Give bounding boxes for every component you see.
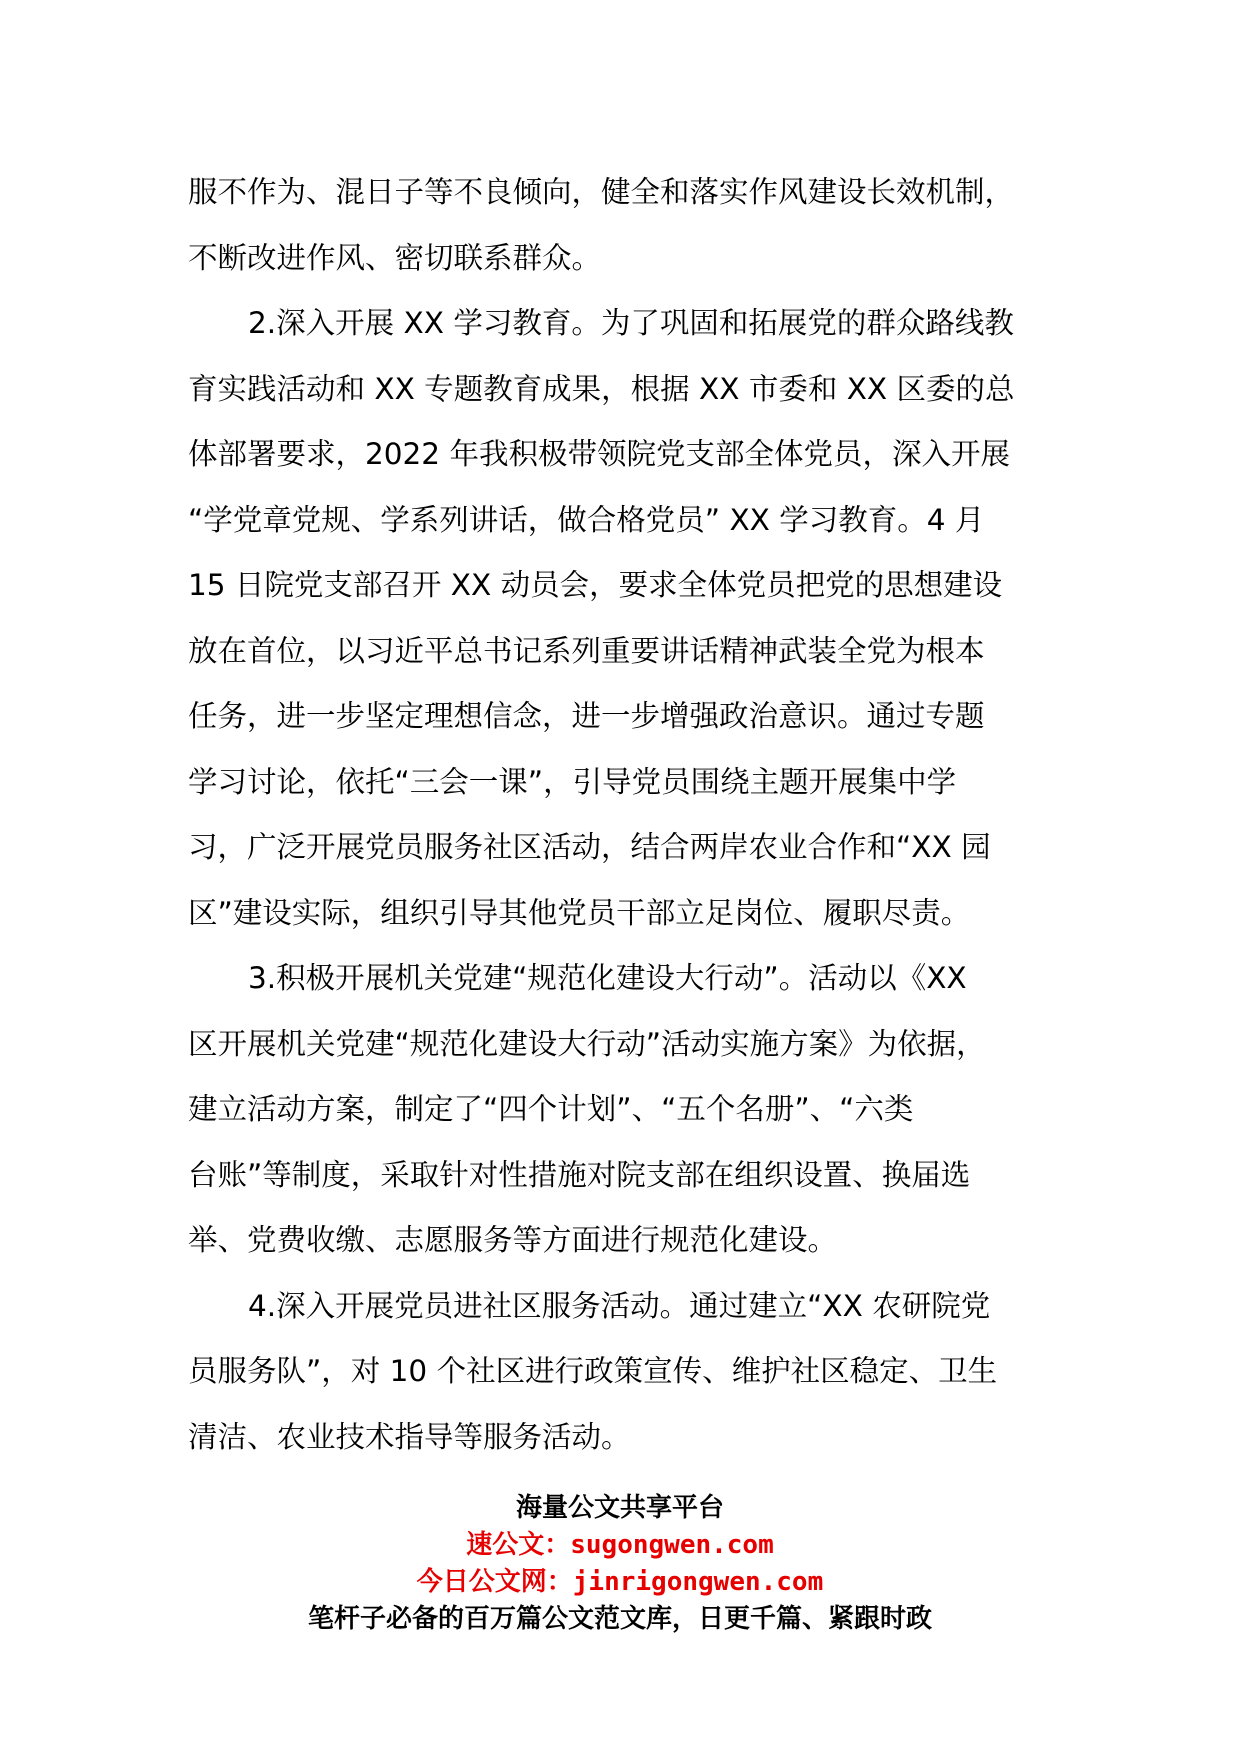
text-line: 台账”等制度，采取针对性措施对院支部在组织设置、换届选 — [188, 1157, 971, 1192]
site1-label: 速公文： — [466, 1530, 571, 1560]
site1-link[interactable]: sugongwen.com — [570, 1530, 774, 1560]
site1-row[interactable] — [0, 1527, 1240, 1564]
paragraph-2-start: 2.深入开展 XX 学习教育。为了巩固和拓展党的群众路线教 — [248, 306, 1014, 340]
text-line: 建立活动方案，制定了“四个计划”、“五个名册”、“六类 — [188, 1092, 914, 1126]
paragraph-3-start: 3.积极开展机关党建“规范化建设大行动”。活动以《XX — [248, 961, 967, 995]
text-line: 15 日院党支部召开 XX 动员会，要求全体党员把党的思想建设 — [188, 568, 1003, 602]
site2-link[interactable]: jinrigongwen.com — [572, 1567, 824, 1597]
footer-banner — [0, 1490, 1240, 1638]
text-line: 区开展机关党建“规范化建设大行动”活动实施方案》为依据， — [188, 1026, 986, 1061]
text-line: 不断改进作风、密切联系群众。 — [188, 240, 602, 275]
text-line: 服不作为、混日子等不良倾向，健全和落实作风建设长效机制， — [188, 175, 1015, 209]
document-body — [188, 160, 1058, 1470]
text-line: 学习讨论，依托“三会一课”，引导党员围绕主题开展集中学 — [188, 764, 957, 799]
text-line: 育实践活动和 XX 专题教育成果，根据 XX 市委和 XX 区委的总 — [188, 371, 1015, 406]
paragraph-4-start: 4.深入开展党员进社区服务活动。通过建立“XX 农研院党 — [248, 1288, 991, 1323]
slogan: 笔杆子必备的百万篇公文范文库，日更千篇、紧跟时政 — [307, 1604, 932, 1634]
site2-label: 今日公文网： — [416, 1567, 573, 1597]
text-line: 员服务队”，对 10 个社区进行政策宣传、维护社区稳定、卫生 — [188, 1354, 998, 1388]
text-line: 举、党费收缴、志愿服务等方面进行规范化建设。 — [188, 1223, 838, 1257]
text-line: 放在首位，以习近平总书记系列重要讲话精神武装全党为根本 — [188, 633, 985, 668]
platform-title: 海量公文共享平台 — [515, 1493, 724, 1523]
text-line: 体部署要求，2022 年我积极带领院党支部全体党员，深入开展 — [188, 437, 1010, 471]
text-line: “学党章党规、学系列讲话，做合格党员” XX 学习教育。4 月 — [188, 502, 985, 537]
text-line: 任务，进一步坚定理想信念，进一步增强政治意识。通过专题 — [188, 699, 985, 733]
text-line: 习，广泛开展党员服务社区活动，结合两岸农业合作和“XX 园 — [188, 830, 991, 864]
text-line: 区”建设实际，组织引导其他党员干部立足岗位、履职尽责。 — [188, 895, 971, 930]
site2-row[interactable] — [0, 1564, 1240, 1601]
text-line: 清洁、农业技术指导等服务活动。 — [188, 1419, 631, 1454]
